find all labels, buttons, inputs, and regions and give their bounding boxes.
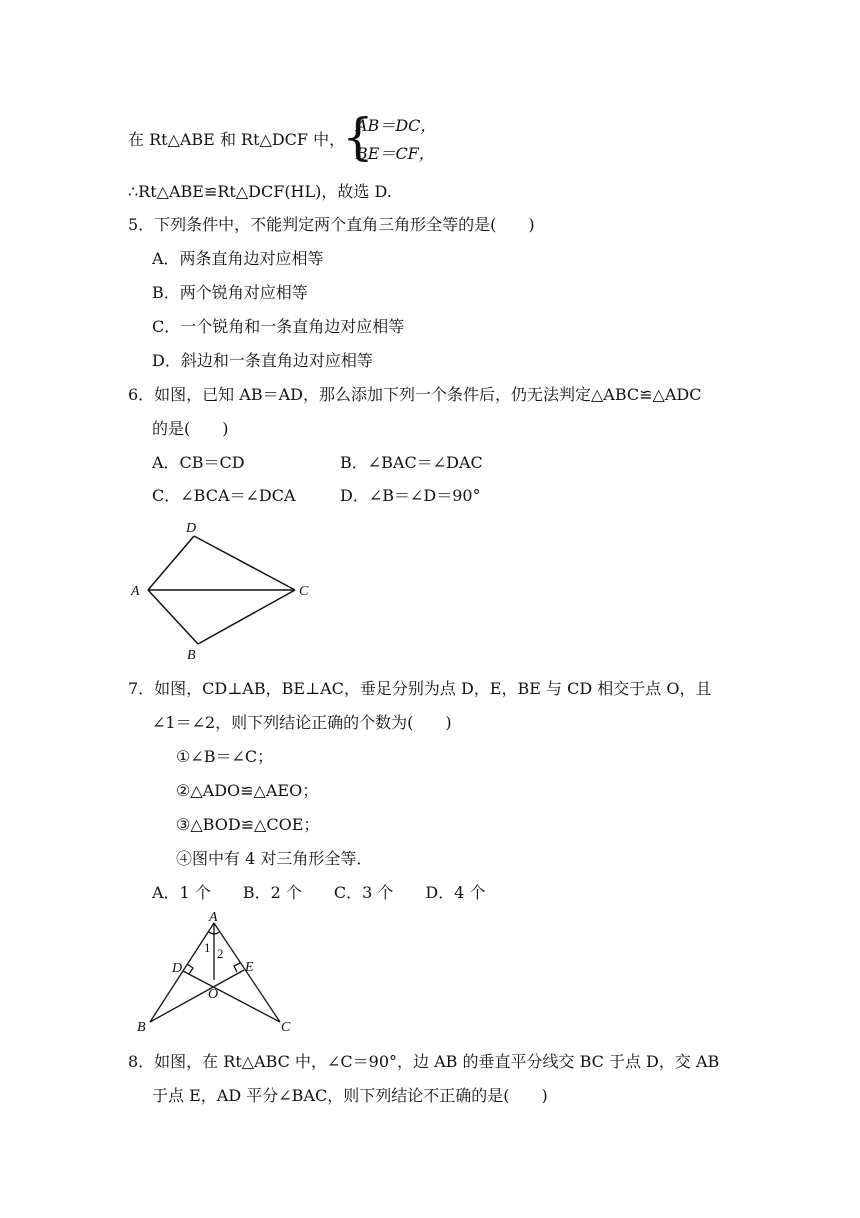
q7-label-c: C <box>281 1020 291 1035</box>
proof-intro: 在 Rt△ABE 和 Rt△DCF 中， <box>128 130 346 149</box>
q6-segment-bc <box>198 590 295 644</box>
q5-option-b: B．两个锐角对应相等 <box>152 283 308 302</box>
proof-conclusion: ∴Rt△ABE≌Rt△DCF(HL)，故选 D. <box>128 182 392 201</box>
q7-statement-3: ③△BOD≌△COE； <box>176 815 320 834</box>
q7-stem-line-2: ∠1＝∠2，则下列结论正确的个数为( ) <box>152 713 452 732</box>
q7-label-o: O <box>208 987 219 1002</box>
q7-segment-cd <box>183 971 280 1022</box>
q6-label-d: D <box>186 521 197 536</box>
system-line-1: AB＝DC， <box>356 116 437 135</box>
q7-figure <box>130 908 300 1038</box>
q6-segment-dc <box>194 536 295 590</box>
q6-option-b: B．∠BAC＝∠DAC <box>340 453 483 472</box>
q7-statement-2: ②△ADO≌△AEO； <box>176 781 319 800</box>
q6-label-a: A <box>131 584 140 599</box>
system-line-2: BE＝CF， <box>356 144 435 163</box>
q6-label-b: B <box>187 648 196 663</box>
q7-label-a: A <box>209 910 218 925</box>
q7-right-angle-e <box>234 963 240 972</box>
q5-stem: 5．下列条件中，不能判定两个直角三角形全等的是( ) <box>128 215 535 234</box>
q6-segment-ad <box>148 536 194 590</box>
q6-segment-ab <box>148 590 198 644</box>
q6-label-c: C <box>299 584 309 599</box>
q7-label-angle-1: 1 <box>204 940 211 955</box>
q8-stem-line-2: 于点 E，AD 平分∠BAC，则下列结论不正确的是( ) <box>152 1086 548 1105</box>
system-brace: { <box>342 108 374 166</box>
q7-right-angle-d <box>187 964 193 974</box>
q5-option-d: D．斜边和一条直角边对应相等 <box>152 351 373 370</box>
q6-option-d: D．∠B＝∠D＝90° <box>340 486 481 505</box>
q6-figure <box>120 515 320 665</box>
q7-statement-1: ①∠B＝∠C； <box>176 747 274 766</box>
q7-label-b: B <box>137 1020 146 1035</box>
q7-label-d: D <box>172 961 183 976</box>
q7-statement-4: ④图中有 4 对三角形全等． <box>176 849 373 868</box>
q5-option-a: A．两条直角边对应相等 <box>152 249 324 268</box>
q6-option-c: C．∠BCA＝∠DCA <box>152 486 296 505</box>
q6-stem-line-1: 6．如图，已知 AB＝AD，那么添加下列一个条件后，仍无法判定△ABC≌△ADC <box>128 385 702 404</box>
q6-option-a: A．CB＝CD <box>152 453 245 472</box>
q5-option-c: C．一个锐角和一条直角边对应相等 <box>152 317 405 336</box>
q8-stem-line-1: 8．如图，在 Rt△ABC 中，∠C＝90°，边 AB 的垂直平分线交 BC 于点 D，交 AB <box>128 1052 720 1071</box>
q6-stem-line-2: 的是( ) <box>152 419 229 438</box>
q7-label-e: E <box>245 960 254 975</box>
q7-stem-line-1: 7．如图，CD⊥AB，BE⊥AC，垂足分别为点 D，E，BE 与 CD 相交于点 O，且 <box>128 679 712 698</box>
q7-label-angle-2: 2 <box>217 946 224 961</box>
q7-options: A．1 个 B．2 个 C．3 个 D．4 个 <box>152 883 486 902</box>
